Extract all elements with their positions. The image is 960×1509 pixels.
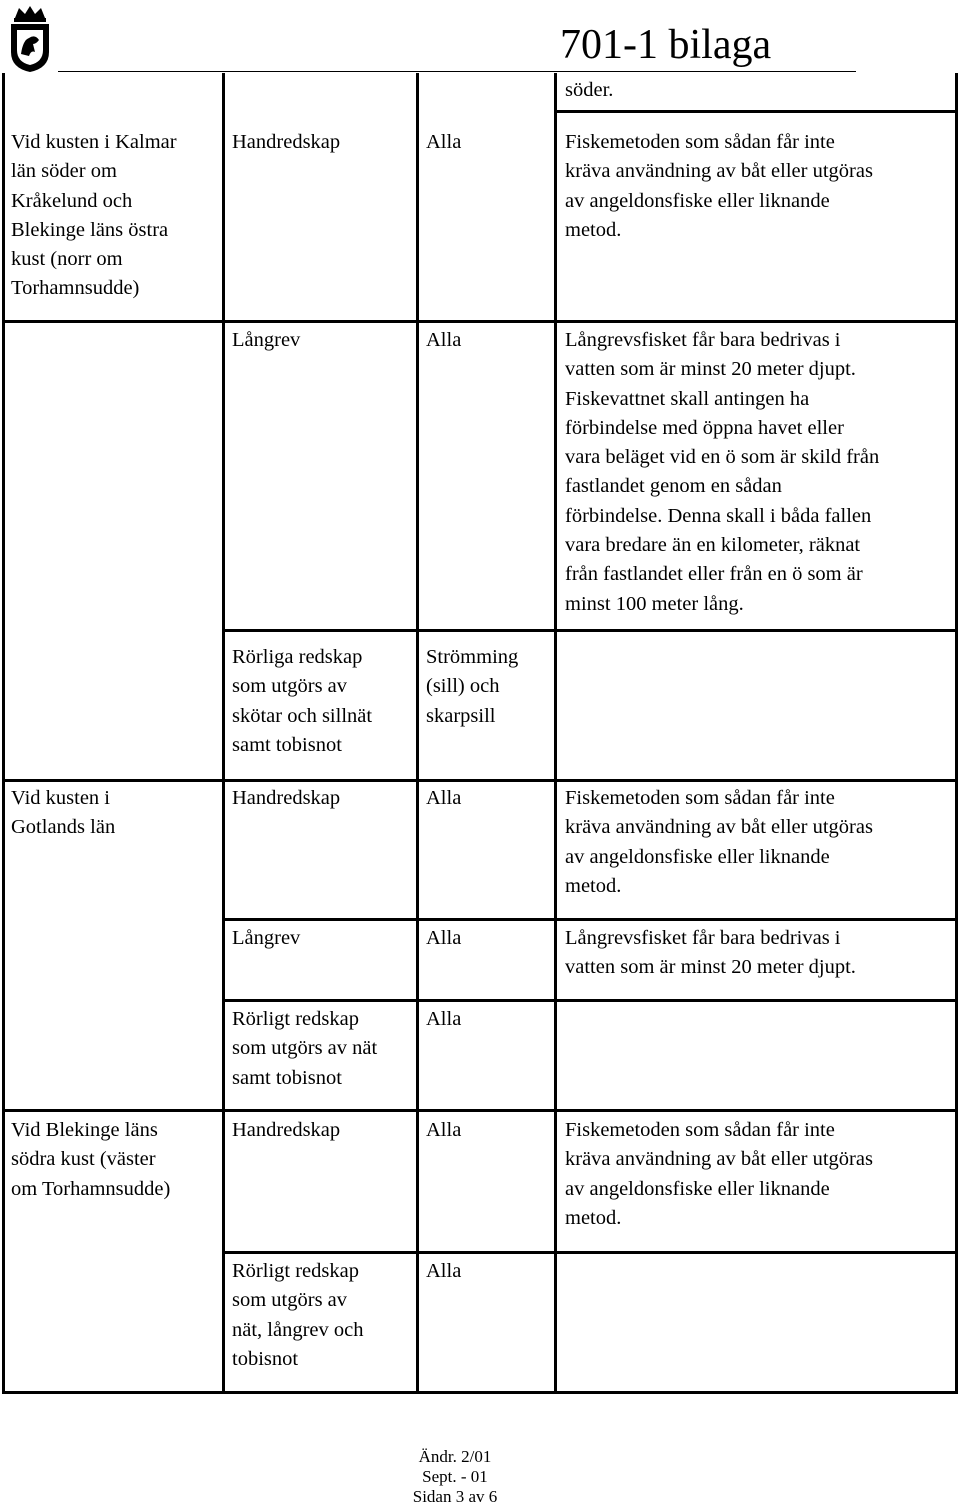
gear-cell: Handredskap (232, 787, 341, 809)
row-divider (222, 629, 958, 632)
area-cell: Vid kusten i Kalmar län söder om Kråkelund och Blekinge läns östra kust (norr om Torhamnsudde) (11, 131, 177, 300)
row-divider (2, 779, 958, 782)
column-divider (222, 73, 225, 1394)
note-cell: Långrevsfisket får bara bedrivas i vatten som är minst 20 meter djupt. Fiskevattnet skall antingen ha förbindelse med öppna havet eller vara beläget vid en ö som är skild från fastlandet genom en sådan förbindelse. Denna skall i båda fallen vara bredare än en kilometer, räknat från fastlandet eller från en ö som är minst 100 meter lång. (565, 329, 880, 615)
document-id: 701-1 bilaga (560, 22, 772, 68)
gear-cell: Handredskap (232, 131, 341, 153)
note-cell: Fiskemetoden som sådan får inte kräva användning av båt eller utgöras av angeldonsfiske eller liknande metod. (565, 131, 873, 241)
species-cell: Alla (426, 131, 462, 153)
table-border-left (2, 73, 5, 1394)
page-footer (380, 1447, 530, 1507)
note-cell: Långrevsfisket får bara bedrivas i vatten som är minst 20 meter djupt. (565, 927, 856, 979)
column-divider (554, 73, 557, 1394)
note-cell: Fiskemetoden som sådan får inte kräva användning av båt eller utgöras av angeldonsfiske eller liknande metod. (565, 1119, 873, 1229)
gear-cell: Handredskap (232, 1119, 341, 1141)
row-divider (2, 320, 958, 323)
table-border-bottom (2, 1391, 958, 1394)
area-cell: Vid Blekinge läns södra kust (väster om Torhamnsudde) (11, 1119, 171, 1200)
area-cell: Vid kusten i Gotlands län (11, 787, 116, 839)
gear-cell: Långrev (232, 927, 301, 949)
page-number: Sidan 3 av 6 (412, 1487, 498, 1506)
continued-note: söder. (565, 79, 614, 101)
species-cell: Strömming (sill) och skarpsill (426, 646, 519, 727)
species-cell: Alla (426, 329, 462, 351)
gear-cell: Rörligt redskap som utgörs av nät samt tobisnot (232, 1008, 378, 1089)
footer-date: Sept. - 01 (422, 1467, 488, 1486)
footer-revision: Ändr. 2/01 (418, 1447, 492, 1466)
species-cell: Alla (426, 1008, 462, 1030)
gear-cell: Långrev (232, 329, 301, 351)
gear-cell: Rörliga redskap som utgörs av skötar och sillnät samt tobisnot (232, 646, 373, 756)
note-cell: Fiskemetoden som sådan får inte kräva användning av båt eller utgöras av angeldonsfiske eller liknande metod. (565, 787, 873, 897)
row-divider (555, 110, 958, 113)
species-cell: Alla (426, 927, 462, 949)
row-divider (222, 918, 958, 921)
row-divider (222, 1251, 958, 1254)
species-cell: Alla (426, 787, 462, 809)
row-divider (222, 999, 958, 1002)
gear-cell: Rörligt redskap som utgörs av nät, långrev och tobisnot (232, 1260, 364, 1370)
table-border-right (955, 73, 958, 1394)
species-cell: Alla (426, 1260, 462, 1282)
species-cell: Alla (426, 1119, 462, 1141)
row-divider (2, 1109, 958, 1112)
column-divider (416, 73, 419, 1394)
